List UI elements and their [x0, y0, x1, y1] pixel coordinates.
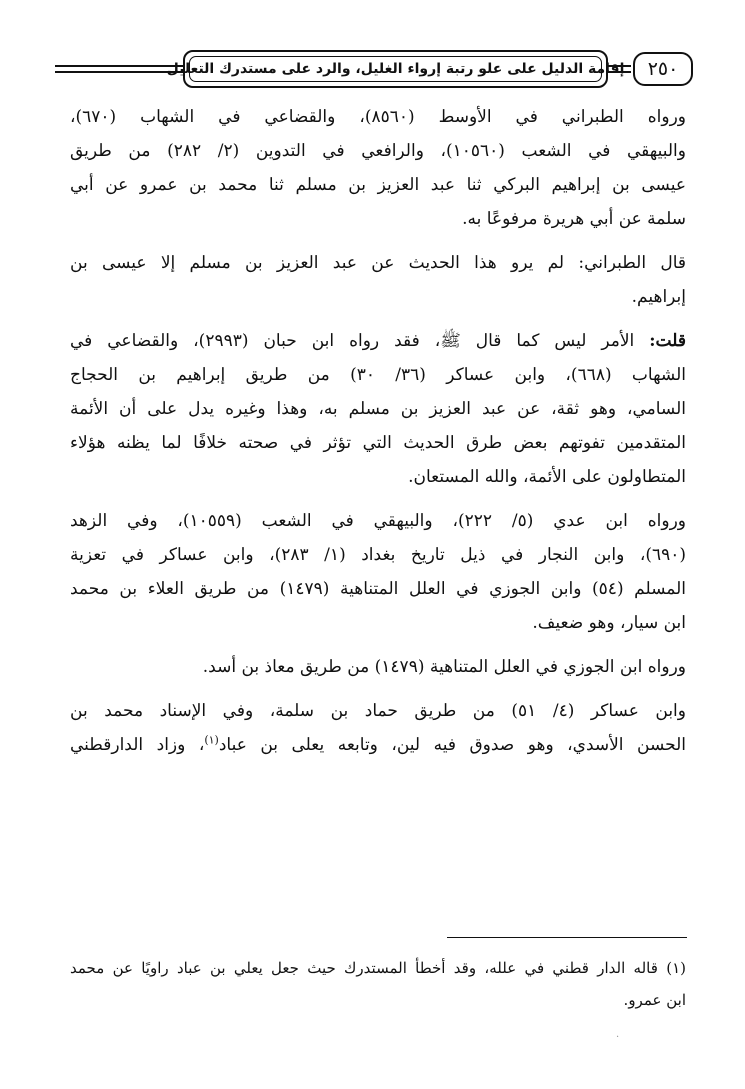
header-rule [55, 65, 183, 67]
text-line: إبراهيم. [631, 287, 686, 307]
running-header [55, 50, 695, 90]
text-line: المسلم (٥٤) وابن الجوزي في العلل المتناهية (١٤٧٩) من طريق العلاء بن محمد [70, 579, 687, 599]
footnote-line: (١) قاله الدار قطني في علله، وقد أخطأ المستدرك حيث جعل يعلي بن عباد راويًا عن محمد [70, 959, 686, 977]
text-line: الشهاب (٦٦٨)، وابن عساكر (٣٦/ ٣٠) من طريق إبراهيم بن الحجاج [70, 365, 687, 385]
text-line [70, 324, 686, 358]
paragraph-5 [70, 650, 686, 684]
paragraph-3 [70, 324, 686, 494]
text-line: سلمة عن أبي هريرة مرفوعًا به. [462, 209, 686, 229]
text-line: المتطاولون على الأئمة، والله المستعان. [408, 467, 686, 487]
text-line: ورواه ابن الجوزي في العلل المتناهية (١٤٧٩) من طريق معاذ بن أسد. [202, 657, 686, 677]
header-title-frame [166, 50, 625, 88]
text-line-part: الحسن الأسدي، وهو صدوق فيه لين، وتابعه يعلى بن عباد [218, 735, 686, 755]
text-line: ابن سيار، وهو ضعيف. [532, 613, 686, 633]
page-number: ٢٥٠ [633, 52, 693, 86]
text-line: وابن عساكر (٤/ ٥١) من طريق حماد بن سلمة، وفي الإسناد محمد بن [70, 701, 686, 721]
footnote-line: ابن عمرو. [623, 991, 686, 1009]
text-line: ورواه الطبراني في الأوسط (٨٥٦٠)، والقضاعي في الشهاب (٦٧٠)، [70, 107, 686, 127]
paragraph-6 [70, 694, 686, 762]
header-rule [608, 71, 631, 73]
footnote-reference[interactable]: (١) [204, 733, 219, 747]
text-line: عيسى بن إبراهيم البركي ثنا عبد العزيز بن مسلم ثنا محمد بن عمرو عن أبي [70, 175, 686, 195]
text-line [70, 728, 686, 762]
text-line-part: ، وزاد الدارقطني [70, 735, 205, 755]
text-line: ورواه ابن عدي (٥/ ٢٢٢)، والبيهقي في الشعب (١٠٥٥٩)، وفي الزهد [70, 511, 686, 531]
text-line: السامي، وهو ثقة، عن عبد العزيز بن مسلم به، وهذا وغيره يدل على أن الأئمة [70, 399, 686, 419]
header-title: إقامة الدليل على علو رتبة إرواء الغليل، والرد على مستدرك التعليل [166, 61, 625, 77]
text-line: (٦٩٠)، وابن النجار في ذيل تاريخ بغداد (١/ ٢٨٣)، وابن عساكر في تعزية [70, 545, 686, 565]
header-rule [55, 71, 183, 73]
header-rule [608, 65, 631, 67]
text-line-rest: الأمر ليس كما قال ﷺ، فقد رواه ابن حبان (٢٩٩٣)، والقضاعي في [70, 331, 650, 351]
main-text [70, 100, 686, 762]
text-line: والبيهقي في الشعب (١٠٥٦٠)، والرافعي في التدوين (٢/ ٢٨٢) من طريق [70, 141, 686, 161]
paragraph-4 [70, 504, 686, 640]
text-line: المتقدمين تفوتهم بعض طرق الحديث التي تؤثر في صحته خلافًا لما يظنه هؤلاء [70, 433, 686, 453]
qult-label: قلت: [649, 331, 686, 351]
footnote-divider [447, 937, 687, 938]
paragraph-1 [70, 100, 686, 236]
paragraph-2 [70, 246, 686, 314]
scan-speck: · [616, 1032, 620, 1043]
text-line: قال الطبراني: لم يرو هذا الحديث عن عبد العزيز بن مسلم إلا عيسى بن [70, 253, 686, 273]
footnote [70, 952, 686, 1016]
